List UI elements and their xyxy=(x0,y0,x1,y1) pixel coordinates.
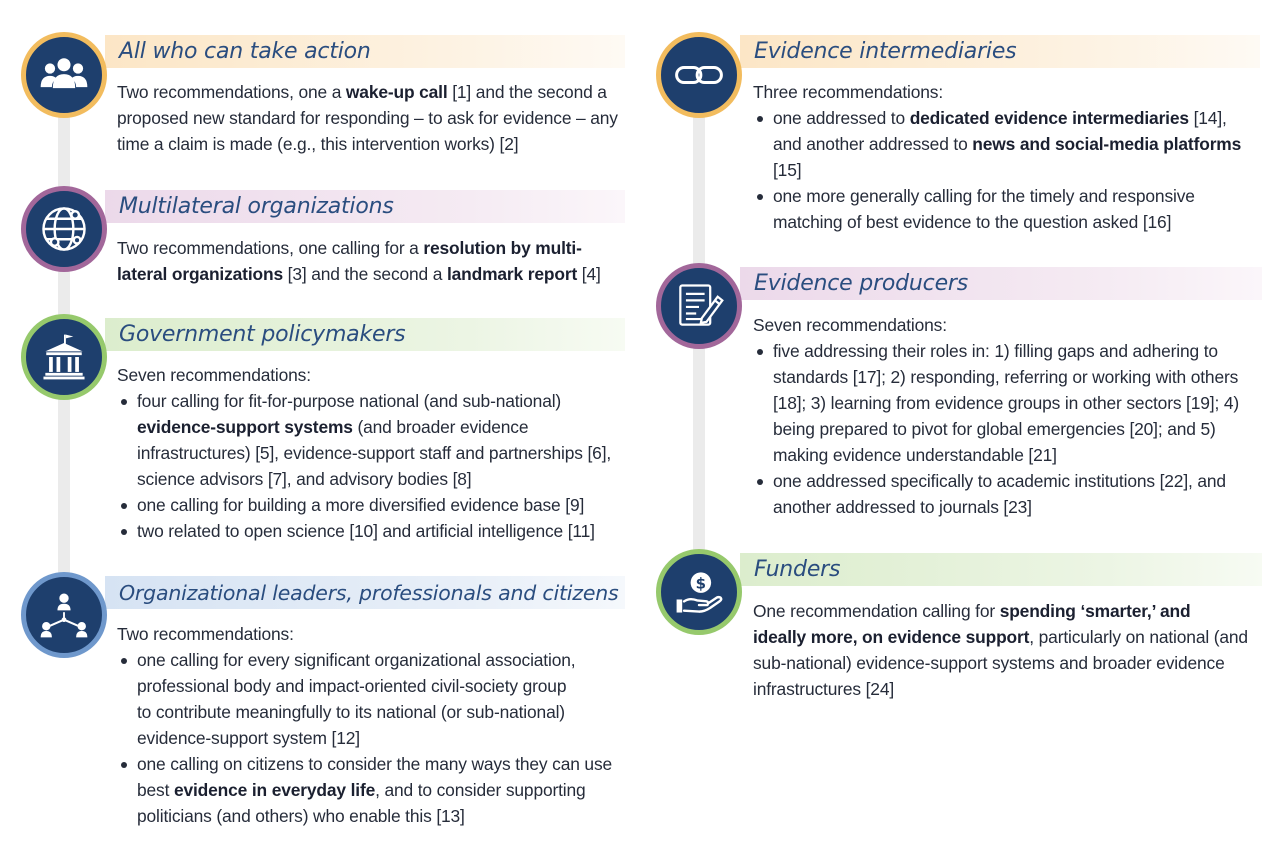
hand-dollar-icon xyxy=(656,549,742,635)
list-item: one calling on citizens to consider the many ways they can use best evidence in everyday life, and to consider supporting politicians (and others) who enable this [13] xyxy=(137,751,625,829)
section-heading-all: All who can take action xyxy=(105,35,625,68)
document-pen-icon xyxy=(656,263,742,349)
section-body-funders: One recommendation calling for spending ‘smarter,’ and ideally more, on evidence support, particularly on national (and sub-national) evidence-support systems and broader evidence infrastructures [24] xyxy=(753,601,1248,699)
section-intro: Three recommendations: xyxy=(753,82,944,102)
list-item: one addressed specifically to academic institutions [22], and another addressed to journals [23] xyxy=(773,468,1258,520)
svg-text:$: $ xyxy=(695,574,707,593)
list-item: four calling for fit-for-purpose national (and sub-national) evidence-support systems (and broader evidence infrastructures) [5], evidence-support staff and partnerships [6], science advisors [7], and advisory bodies [8] xyxy=(137,388,622,492)
chain-link-icon xyxy=(656,32,742,118)
section-heading-funders: Funders xyxy=(740,553,1262,586)
list-item: two related to open science [10] and artificial intelligence [11] xyxy=(137,518,622,544)
people-group-icon xyxy=(21,32,107,118)
list-item: one calling for every significant organizational association, professional body and impact-oriented civil-society group to contribute meaningfully to its national (or sub-national) evidence-support system [12] xyxy=(137,647,625,751)
section-body-government xyxy=(117,362,622,544)
government-building-icon xyxy=(21,314,107,400)
list-item: one addressed to dedicated evidence intermediaries [14], and another addressed to news and social-media platforms [15] xyxy=(773,105,1258,183)
section-intro: Seven recommendations: xyxy=(753,315,947,335)
section-body-intermediaries xyxy=(753,79,1258,235)
recommendation-list xyxy=(117,647,625,829)
section-body-multilateral: Two recommendations, one calling for a resolution by multi-lateral organizations [3] and the second a landmark report [4] xyxy=(117,238,601,284)
list-item: one calling for building a more diversified evidence base [9] xyxy=(137,492,622,518)
recommendation-list xyxy=(753,338,1258,520)
section-body-producers xyxy=(753,312,1258,520)
list-item: one more generally calling for the timely and responsive matching of best evidence to the question asked [16] xyxy=(773,183,1258,235)
section-heading-leaders: Organizational leaders, professionals and citizens xyxy=(105,576,625,609)
section-heading-producers: Evidence producers xyxy=(740,267,1262,300)
section-heading-multilateral: Multilateral organizations xyxy=(105,190,625,223)
section-intro: Seven recommendations: xyxy=(117,365,311,385)
section-body-all: Two recommendations, one a wake-up call [1] and the second a proposed new standard for responding – to ask for evidence – any time a claim is made (e.g., this intervention works) [2] xyxy=(117,82,618,154)
section-body-leaders xyxy=(117,621,625,829)
section-intro: Two recommendations: xyxy=(117,624,294,644)
globe-network-icon xyxy=(21,186,107,272)
recommendation-list xyxy=(753,105,1258,235)
list-item: five addressing their roles in: 1) filling gaps and adhering to standards [17]; 2) responding, referring or working with others [18]; 3) learning from evidence groups in other sectors [19]; 4) being prepared to pivot for global emergencies [20]; and 5) making evidence understandable [21] xyxy=(773,338,1258,468)
org-network-icon xyxy=(21,572,107,658)
section-heading-government: Government policymakers xyxy=(105,318,625,351)
recommendation-list xyxy=(117,388,622,544)
section-heading-intermediaries: Evidence intermediaries xyxy=(740,35,1260,68)
